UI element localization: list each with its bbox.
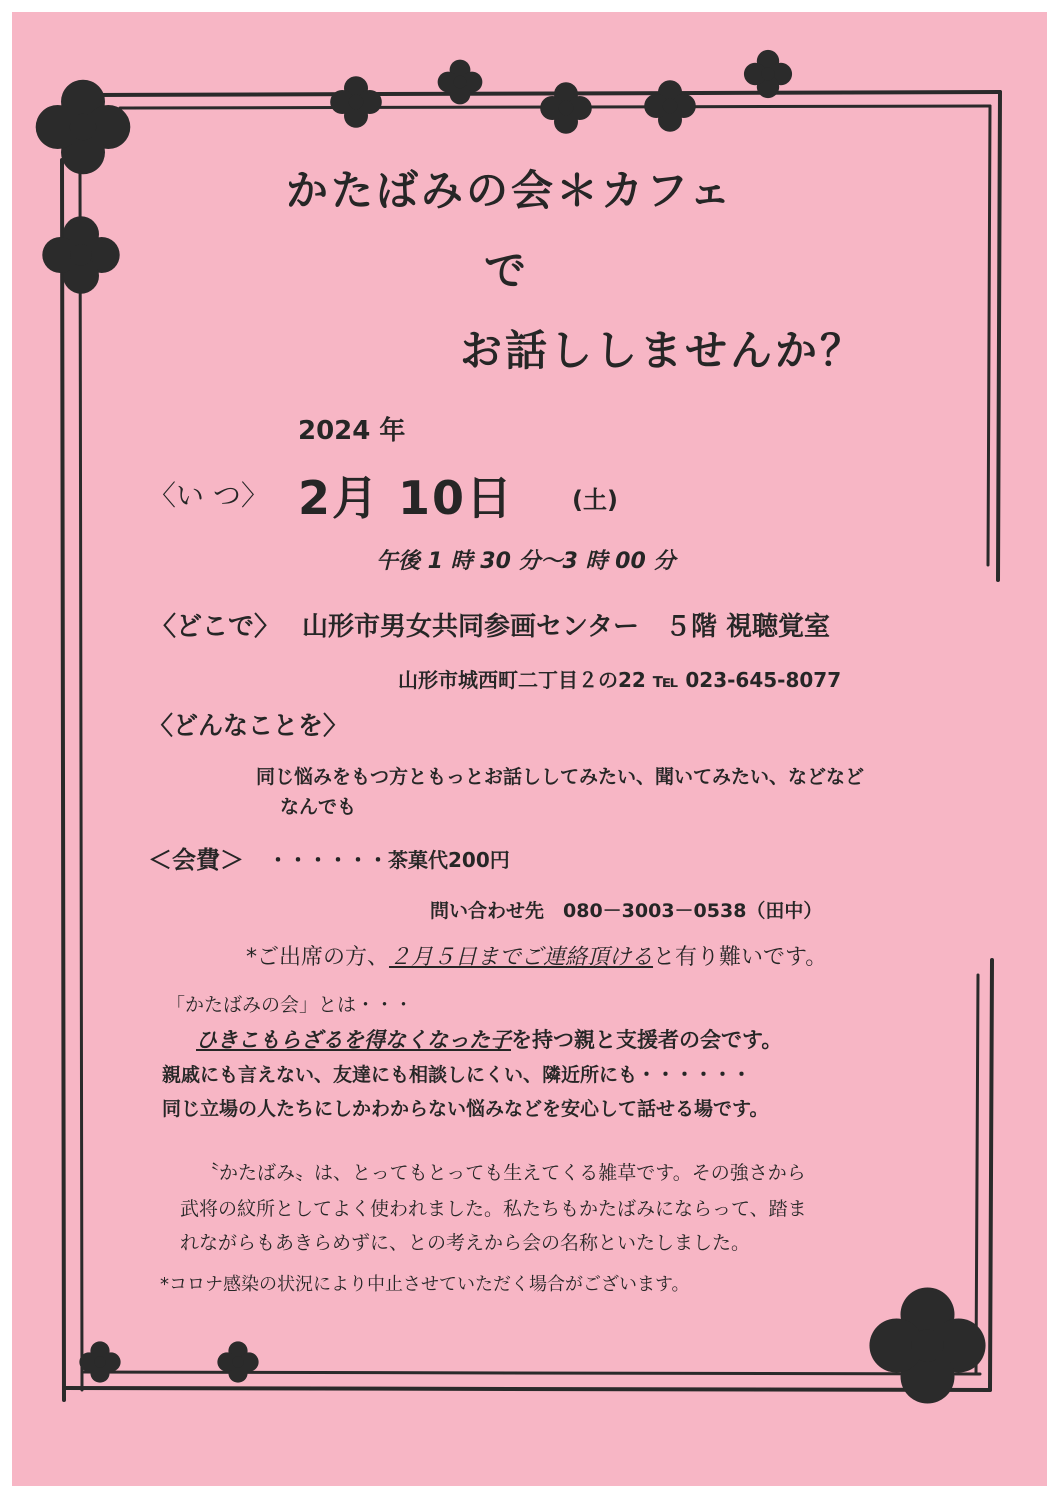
contact-info: 問い合わせ先 080－3003－0538（田中） (430, 900, 823, 922)
where-label: 〈どこで〉 (150, 612, 281, 642)
origin-line-1: 〝かたばみ〟は、とってもとっても生えてくる雑草です。その強さから (200, 1162, 806, 1184)
event-time: 午後 1 時 30 分～3 時 00 分 (376, 549, 676, 574)
about-line-3: 同じ立場の人たちにしかわからない悩みなどを安心して話せる場です。 (162, 1098, 769, 1120)
venue-name: 山形市男女共同参画センター ５階 視聴覚室 (302, 612, 831, 642)
title-line-1: かたばみの会＊カフェ (286, 166, 734, 215)
about-line-1 (196, 1024, 782, 1054)
clover-icon (28, 72, 138, 182)
about-line-1-rest: を持つ親と支援者の会です。 (511, 1028, 783, 1052)
clover-icon (326, 72, 386, 132)
event-year: 2024 年 (298, 416, 406, 446)
about-emphasis: ひきこもらざるを得なくなった子 (196, 1028, 511, 1052)
clover-icon (640, 76, 700, 136)
about-line-2: 親戚にも言えない、友達にも相談しにくい、隣近所にも・・・・・・ (162, 1064, 752, 1086)
origin-line-3: れながらもあきらめずに、との考えから会の名称といたしました。 (180, 1232, 751, 1254)
when-label: 〈い つ〉 (148, 479, 269, 512)
about-heading: 「かたばみの会」とは・・・ (166, 994, 414, 1016)
title-line-3: お話ししませんか？ (460, 326, 866, 375)
clover-icon (860, 1278, 995, 1413)
event-weekday: (土) (572, 486, 618, 514)
clover-icon (740, 46, 796, 102)
rsvp-note (246, 940, 827, 971)
what-line-1: 同じ悩みをもつ方ともっとお話ししてみたい、聞いてみたい、などなど (256, 766, 865, 788)
event-date: 2月 10日 (298, 471, 515, 525)
what-label: 〈どんなことを〉 (148, 711, 349, 740)
origin-line-2: 武将の紋所としてよく使われました。私たちもかたばみにならって、踏ま (180, 1198, 807, 1220)
title-line-2: で (484, 246, 530, 295)
what-line-2: なんでも (280, 796, 357, 818)
fee-text: ・・・・・・茶菓代200円 (268, 848, 510, 872)
rsvp-deadline: ２月５日までご連絡頂ける (389, 945, 654, 970)
rsvp-suffix: と有り難いです。 (653, 945, 828, 970)
clover-icon (536, 78, 596, 138)
fee-label: ＜会費＞ (148, 846, 244, 874)
venue-address: 山形市城西町二丁目２の22 ℡ 023-645-8077 (398, 668, 842, 692)
clover-icon (214, 1338, 262, 1386)
clover-icon (434, 56, 486, 108)
cancellation-note: *コロナ感染の状況により中止させていただく場合がございます。 (160, 1274, 690, 1295)
clover-icon (76, 1338, 124, 1386)
clover-icon (36, 210, 126, 300)
rsvp-prefix: *ご出席の方、 (246, 945, 390, 970)
